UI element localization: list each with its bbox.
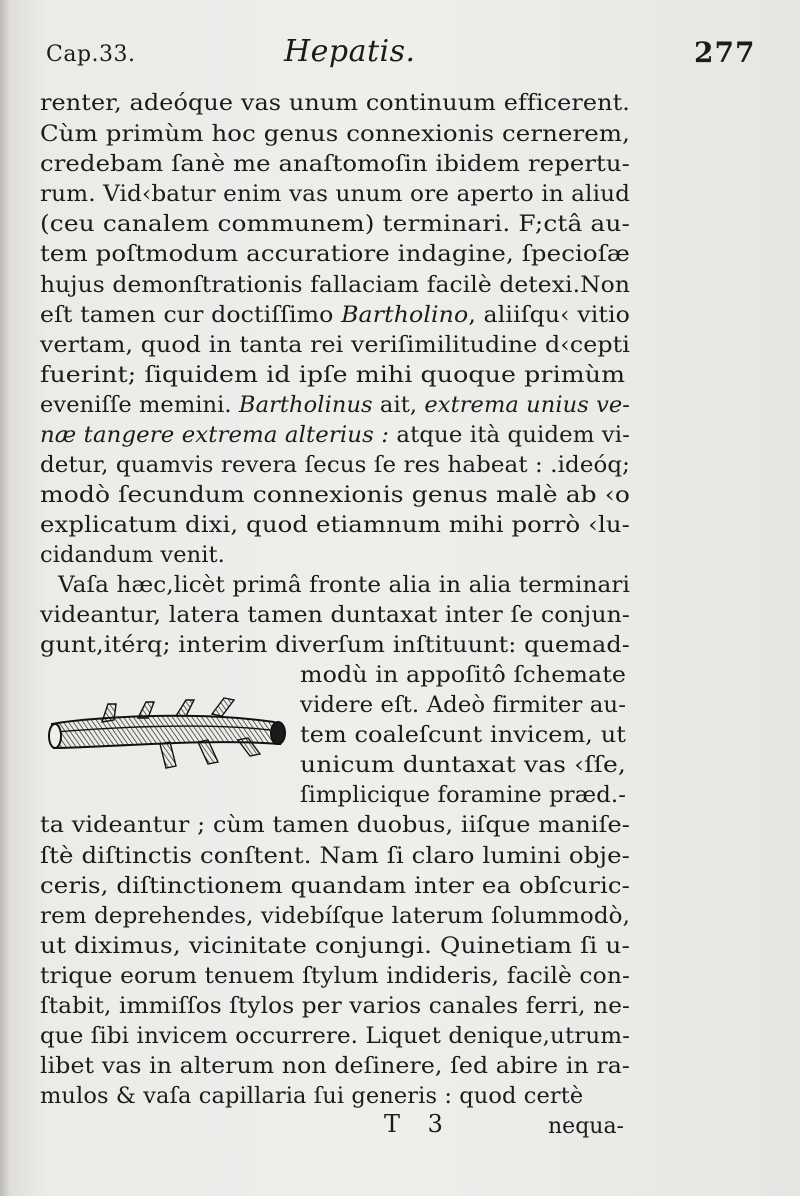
text-line	[40, 810, 630, 840]
text-line	[40, 600, 630, 630]
text-segment: ceris, diſtinctionem quandam inter ea obſcuric-	[40, 873, 630, 899]
text-line	[40, 841, 630, 871]
text-segment: Vaſa hæc,licèt primâ fronte alia in alia terminari	[58, 572, 630, 598]
text-line	[40, 871, 630, 901]
text-segment: ſtabit, immiſſos ſtylos per varios canales ferri, ne-	[40, 993, 630, 1019]
page-footer	[0, 1110, 800, 1150]
text-segment: eveniſſe memini.	[40, 392, 239, 418]
text-line	[40, 239, 630, 269]
text-line	[40, 330, 630, 360]
text-segment: rem deprehendes, videbíſque laterum ſolummodò,	[40, 903, 631, 929]
text-line	[40, 420, 630, 450]
text-line	[40, 510, 630, 540]
page-spine-shadow	[0, 0, 10, 1196]
text-segment: rum. Vid‹batur enim vas unum ore aperto in aliud	[40, 181, 630, 207]
text-segment: modù in appoſitô ſchemate	[300, 662, 626, 688]
text-segment: unicum duntaxat vas ‹ſſe,	[300, 752, 626, 778]
text-line	[40, 901, 630, 931]
text-segment: renter, adeóque vas unum continuum efficerent.	[40, 90, 630, 116]
text-segment: hujus demonſtrationis fallaciam facilè detexi.Non	[40, 272, 630, 298]
text-line	[300, 720, 626, 750]
running-header	[0, 34, 800, 78]
text-line	[40, 540, 225, 570]
text-line	[300, 690, 626, 720]
text-segment: trique eorum tenuem ſtylum indideris, facilè con-	[40, 963, 630, 989]
text-line	[40, 209, 630, 239]
text-line	[40, 360, 625, 390]
text-segment: ſimplicique foramine præd.-	[300, 782, 626, 808]
text-line	[300, 750, 626, 780]
italic-segment: extrema unius ve-	[424, 392, 630, 418]
text-segment: mulos & vaſa capillaria ſui generis : quod certè	[40, 1083, 584, 1109]
chapter-label: Cap.33.	[46, 42, 136, 67]
text-segment: Cùm primùm hoc genus connexionis cernerem,	[40, 121, 630, 147]
text-line	[40, 991, 630, 1021]
text-line	[40, 149, 630, 179]
text-line	[40, 1051, 630, 1081]
text-segment: detur, quamvis revera ſecus ſe res habeat : .ideóq;	[40, 452, 630, 478]
text-segment: credebam ſanè me anaſtomoſin ibidem repertu-	[40, 151, 630, 177]
text-segment: , aliiſqu‹ vitio	[468, 302, 630, 328]
text-segment: atque ità quidem vi-	[389, 422, 630, 448]
text-segment: videantur, latera tamen duntaxat inter ſe conjun-	[40, 602, 630, 628]
catchword: nequa-	[548, 1114, 624, 1139]
text-segment: videre eſt. Adeò firmiter au-	[300, 692, 626, 718]
text-line	[300, 780, 626, 810]
italic-segment: næ tangere extrema alterius :	[40, 422, 390, 448]
text-segment: (ceu canalem communem) terminari. F;ctâ au-	[40, 211, 630, 237]
text-segment: gunt,itérq; interim diverſum inſtituunt: quemad-	[40, 632, 630, 658]
text-segment: eſt tamen cur doctiſſimo	[40, 302, 342, 328]
signature-mark: T 3	[384, 1110, 453, 1138]
page-number: 277	[694, 36, 756, 69]
text-segment: cidandum venit.	[40, 542, 225, 568]
text-segment: modò ſecundum connexionis genus malè ab ‹o	[40, 482, 630, 508]
text-line	[40, 961, 630, 991]
running-title: Hepatis.	[284, 34, 416, 69]
text-line	[300, 660, 626, 690]
text-segment: libet vas in alterum non deſinere, ſed abire in ra-	[40, 1053, 630, 1079]
text-line	[40, 300, 630, 330]
italic-segment: Bartholino	[341, 302, 469, 328]
text-segment: tem poſtmodum accuratiore indagine, ſpecioſæ	[40, 241, 630, 267]
text-segment: ta videantur ; cùm tamen duobus, iiſque maniſe-	[40, 812, 630, 838]
text-line	[40, 119, 630, 149]
italic-segment: Bartholinus	[238, 392, 373, 418]
text-line	[40, 450, 630, 480]
text-segment: vertam, quod in tanta rei veriſimilitudine d‹cepti	[40, 332, 630, 358]
text-segment: tem coaleſcunt invicem, ut	[300, 722, 626, 748]
text-segment: ait,	[372, 392, 425, 418]
text-segment: fuerint; ſiquidem id ipſe mihi quoque primùm	[40, 362, 626, 388]
text-segment: ut diximus, vicinitate conjungi. Quinetiam ſi u-	[40, 933, 630, 959]
text-line	[40, 179, 630, 209]
text-line	[58, 570, 630, 600]
text-line	[40, 88, 630, 118]
text-segment: ſtè diſtinctis conſtent. Nam ſi claro lumini obje-	[40, 843, 630, 869]
text-segment: que ſibi invicem occurrere. Liquet denique,utrum-	[40, 1023, 630, 1049]
text-line	[40, 1021, 630, 1051]
text-line	[40, 480, 630, 510]
text-line	[40, 390, 630, 420]
text-line	[40, 270, 630, 300]
text-segment: explicatum dixi, quod etiamnum mihi porrò ‹lu-	[40, 512, 630, 538]
text-line	[40, 1081, 583, 1111]
vessel-woodcut	[42, 692, 292, 774]
text-line	[40, 931, 630, 961]
text-line	[40, 630, 630, 660]
